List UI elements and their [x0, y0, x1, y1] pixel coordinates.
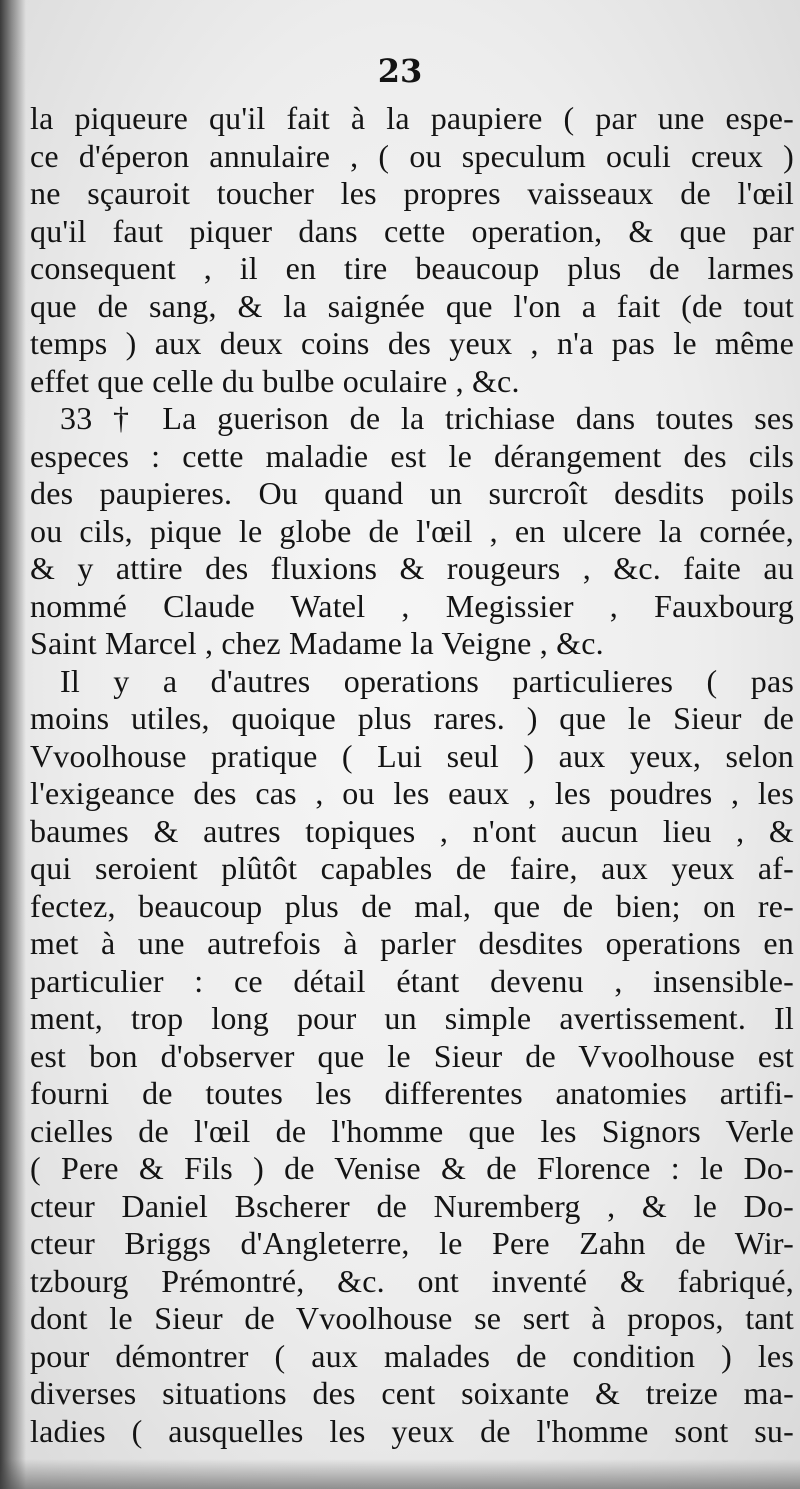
text-line: Saint Marcel , chez Madame la Veigne , &c.: [30, 625, 604, 661]
text-line: baumes & autres topiques , n'ont aucun lieu , &: [30, 812, 794, 849]
text-line: especes : cette maladie est le dérangement des cils: [30, 437, 794, 474]
page-number: 23: [377, 52, 423, 90]
text-line: consequent , il en tire beaucoup plus de larmes: [30, 250, 794, 286]
text-line: dont le Sieur de Vvoolhouse se sert à propos, tant: [30, 1300, 794, 1336]
text-line: ( Pere & Fils ) de Venise & de Florence : le Do-: [30, 1150, 794, 1186]
text-line: particulier : ce détail étant devenu , insensible-: [30, 962, 794, 999]
text-line: pour démontrer ( aux malades de condition ) les: [30, 1337, 794, 1374]
text-line: l'exigeance des cas , ou les eaux , les poudres , les: [30, 775, 794, 811]
scan-shadow-left: [0, 0, 26, 1489]
text-line: 33 † La guerison de la trichiase dans toutes ses: [60, 400, 794, 436]
text-line: nommé Claude Watel , Megissier , Fauxbourg: [30, 587, 794, 624]
text-line: la piqueure qu'il fait à la paupiere ( par une espe-: [30, 100, 794, 136]
text-line: diverses situations des cent soixante & treize ma-: [30, 1375, 794, 1411]
body-text: [30, 100, 794, 1450]
text-line: fourni de toutes les differentes anatomies artifi-: [30, 1075, 794, 1111]
text-line: cteur Briggs d'Angleterre, le Pere Zahn de Wir-: [30, 1225, 794, 1261]
text-line: ne sçauroit toucher les propres vaisseaux de l'œil: [30, 175, 794, 211]
text-line: est bon d'observer que le Sieur de Vvoolhouse est: [30, 1037, 794, 1074]
text-line: moins utiles, quoique plus rares. ) que le Sieur de: [30, 700, 794, 736]
text-line: cielles de l'œil de l'homme que les Signors Verle: [30, 1112, 794, 1149]
text-line: Vvoolhouse pratique ( Lui seul ) aux yeux, selon: [30, 737, 794, 774]
text-line: met à une autrefois à parler desdites operations en: [30, 925, 794, 961]
text-line: temps ) aux deux coins des yeux , n'a pas le même: [30, 325, 794, 361]
text-line: & y attire des fluxions & rougeurs , &c. faite au: [30, 550, 794, 586]
text-line: ment, trop long pour un simple avertissement. Il: [30, 1000, 794, 1036]
text-line: tzbourg Prémontré, &c. ont inventé & fabriqué,: [30, 1262, 794, 1299]
text-line: ce d'éperon annulaire , ( ou speculum oculi creux ): [30, 137, 794, 174]
text-line: ou cils, pique le globe de l'œil , en ulcere la cornée,: [30, 512, 794, 549]
text-line: Il y a d'autres operations particulieres ( pas: [60, 662, 794, 699]
text-line: qui seroient plûtôt capables de faire, aux yeux af-: [30, 850, 794, 886]
text-line: qu'il faut piquer dans cette operation, & que par: [30, 212, 794, 249]
text-line: des paupieres. Ou quand un surcroît desdits poils: [30, 475, 794, 511]
text-line: ladies ( ausquelles les yeux de l'homme sont su-: [30, 1412, 794, 1449]
text-line: fectez, beaucoup plus de mal, que de bien; on re-: [30, 887, 794, 924]
scan-shadow-bottom: [0, 1459, 800, 1489]
text-line: que de sang, & la saignée que l'on a fait (de tout: [30, 287, 794, 324]
text-line: effet que celle du bulbe oculaire , &c.: [30, 362, 520, 399]
text-line: cteur Daniel Bscherer de Nuremberg , & le Do-: [30, 1187, 794, 1224]
